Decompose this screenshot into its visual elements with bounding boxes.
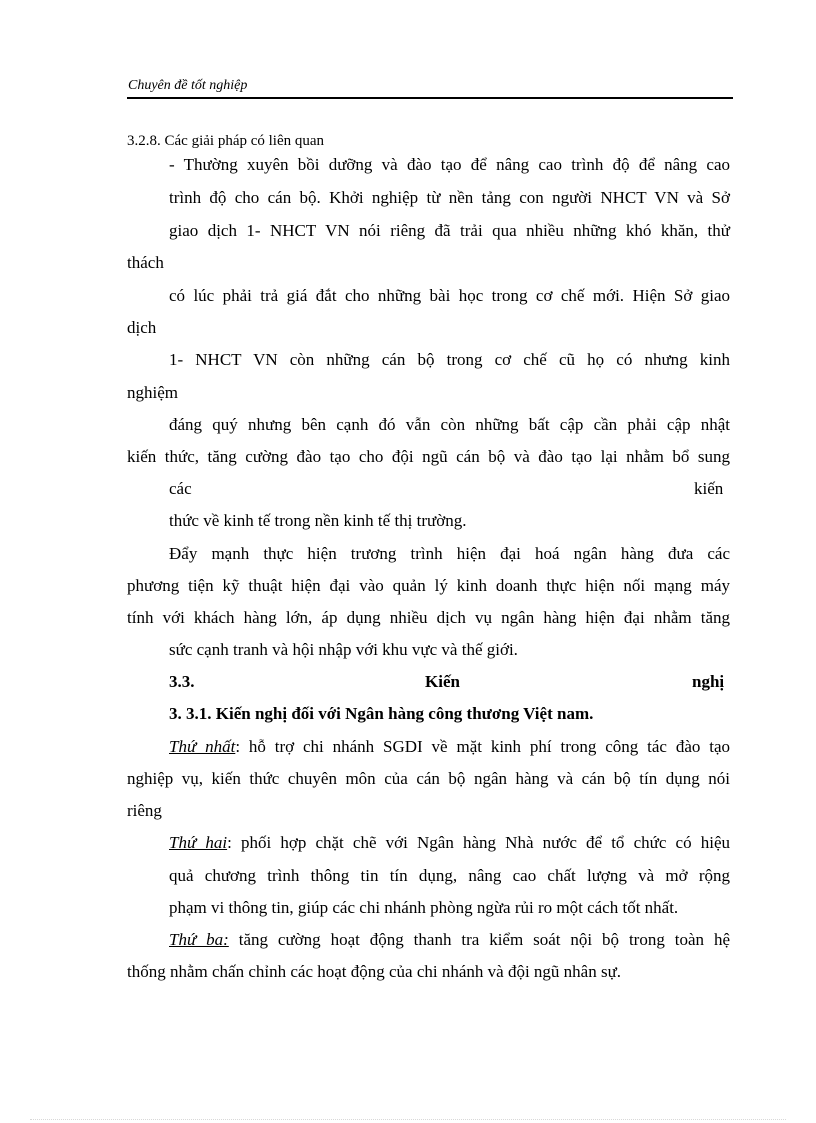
text-line: nghiệp vụ, kiến thức chuyên môn của cán bộ ngân hàng và cán bộ tín dụng nói <box>127 769 730 788</box>
item-text: : hỗ trợ chi nhánh SGDI về mặt kinh phí trong công tác đào tạo <box>235 737 730 756</box>
text-line: dịch <box>127 318 157 337</box>
heading-3-3-word: Kiến <box>425 672 460 691</box>
heading-3-3-number: 3.3. <box>169 672 195 691</box>
text-line: Đẩy mạnh thực hiện trương trình hiện đại hoá ngân hàng đưa các <box>169 544 730 563</box>
text-line: giao dịch 1- NHCT VN nói riêng đã trải qua nhiều những khó khăn, thử <box>169 221 730 240</box>
text-line: 1- NHCT VN còn những cán bộ trong cơ chế cũ họ có nhưng kinh <box>169 350 730 369</box>
item-label: Thứ hai <box>169 833 228 852</box>
text-line: phạm vi thông tin, giúp các chi nhánh phòng ngừa rủi ro một cách tốt nhất. <box>169 898 679 917</box>
text-line: sức cạnh tranh và hội nhập với khu vực và thế giới. <box>169 640 518 659</box>
text-line: kiến thức, tăng cường đào tạo cho đội ngũ cán bộ và đào tạo lại nhằm bổ sung <box>127 447 730 466</box>
text-line: tính với khách hàng lớn, áp dụng nhiều dịch vụ ngân hàng hiện đại nhằm tăng <box>127 608 730 627</box>
text-line: - Thường xuyên bồi dưỡng và đào tạo để nâng cao trình độ để nâng cao <box>169 155 730 174</box>
text-line: đáng quý nhưng bên cạnh đó vẫn còn những bất cập cần phải cập nhật <box>169 415 730 434</box>
item-label: Thứ ba: <box>169 930 229 949</box>
text-line: các <box>169 479 192 498</box>
header-title: Chuyên đề tốt nghiệp <box>128 78 248 93</box>
text-line: trình độ cho cán bộ. Khởi nghiệp từ nền tảng con người NHCT VN và Sở <box>169 188 730 207</box>
footer-divider <box>30 1119 786 1120</box>
list-item <box>169 737 730 757</box>
subsection-heading: 3. 3.1. Kiến nghị đối với Ngân hàng công thương Việt nam. <box>169 704 594 723</box>
text-line: riêng <box>127 801 162 820</box>
section-heading: 3.2.8. Các giải pháp có liên quan <box>127 133 325 149</box>
text-line: kiến <box>694 479 724 498</box>
text-line: thống nhằm chấn chỉnh các hoạt động của chi nhánh và đội ngũ nhân sự. <box>127 962 622 981</box>
item-label: Thứ nhất <box>169 737 236 756</box>
text-line: phương tiện kỹ thuật hiện đại vào quản lý kinh doanh thực hiện nối mạng máy <box>127 576 730 595</box>
heading-3-3-word: nghị <box>692 672 725 691</box>
text-line: thách <box>127 253 164 272</box>
item-text: : phối hợp chặt chẽ với Ngân hàng Nhà nước để tổ chức có hiệu <box>227 833 730 852</box>
list-item <box>169 833 730 853</box>
list-item <box>169 930 730 950</box>
text-line: quả chương trình thông tin tín dụng, nâng cao chất lượng và mở rộng <box>169 866 730 885</box>
text-line: nghiệm <box>127 383 178 402</box>
page-header <box>127 77 733 99</box>
text-line: có lúc phải trả giá đắt cho những bài học trong cơ chế mới. Hiện Sở giao <box>169 286 730 305</box>
text-line: thức về kinh tế trong nền kinh tế thị trường. <box>169 511 467 530</box>
item-text: tăng cường hoạt động thanh tra kiểm soát nội bộ trong toàn hệ <box>228 930 730 949</box>
